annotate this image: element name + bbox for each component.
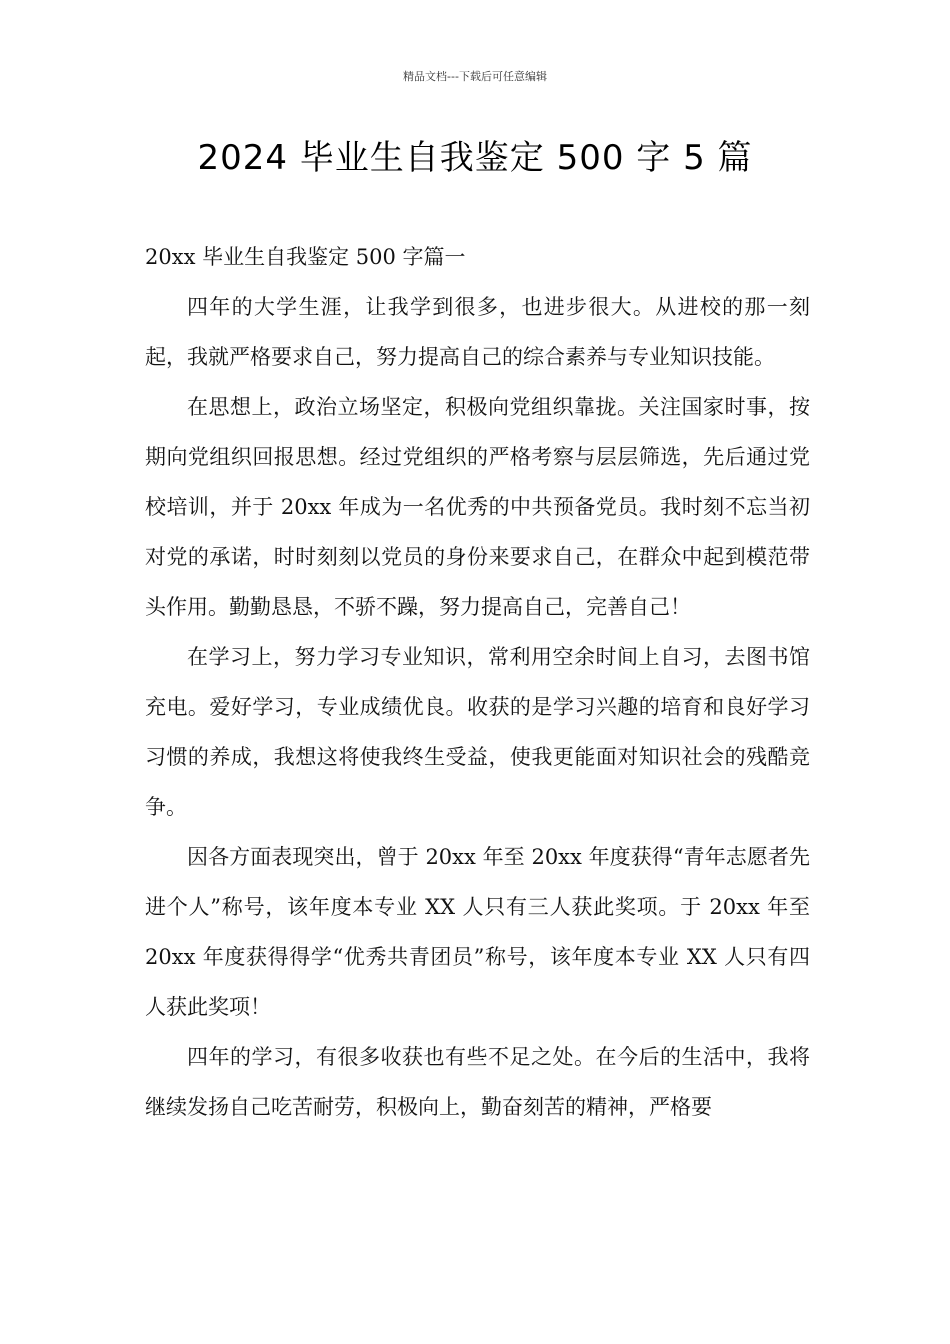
- paragraph-1: 四年的大学生涯，让我学到很多，也进步很大。从进校的那一刻起，我就严格要求自己，努力提高自己的综合素养与专业知识技能。: [145, 295, 810, 369]
- document-title: 2024 毕业生自我鉴定 500 字 5 篇: [197, 138, 753, 178]
- section-heading: 20xx 毕业生自我鉴定 500 字篇一: [145, 245, 466, 269]
- document-body: [145, 232, 810, 1132]
- paragraph-3: 在学习上，努力学习专业知识，常利用空余时间上自习，去图书馆充电。爱好学习，专业成绩优良。收获的是学习兴趣的培育和良好学习习惯的养成，我想这将使我终生受益，使我更能面对知识社会的残酷竞争。: [145, 645, 810, 819]
- page-header: 精品文档---下载后可任意编辑: [403, 70, 547, 83]
- paragraph-4: 因各方面表现突出，曾于 20xx 年至 20xx 年度获得“青年志愿者先进个人”称号，该年度本专业 XX 人只有三人获此奖项。于 20xx 年至 20xx 年度获得得学“优秀共青团员”称号，该年度本专业 XX 人只有四人获此奖项！: [145, 845, 810, 1019]
- paragraph-5: 四年的学习，有很多收获也有些不足之处。在今后的生活中，我将继续发扬自己吃苦耐劳，积极向上，勤奋刻苦的精神，严格要: [145, 1045, 810, 1119]
- paragraph-2: 在思想上，政治立场坚定，积极向党组织靠拢。关注国家时事，按期向党组织回报思想。经过党组织的严格考察与层层筛选，先后通过党校培训，并于 20xx 年成为一名优秀的中共预备党员。我时刻不忘当初对党的承诺，时时刻刻以党员的身份来要求自己，在群众中起到模范带头作用。勤勤恳恳，不骄不躁，努力提高自己，完善自己！: [145, 395, 810, 619]
